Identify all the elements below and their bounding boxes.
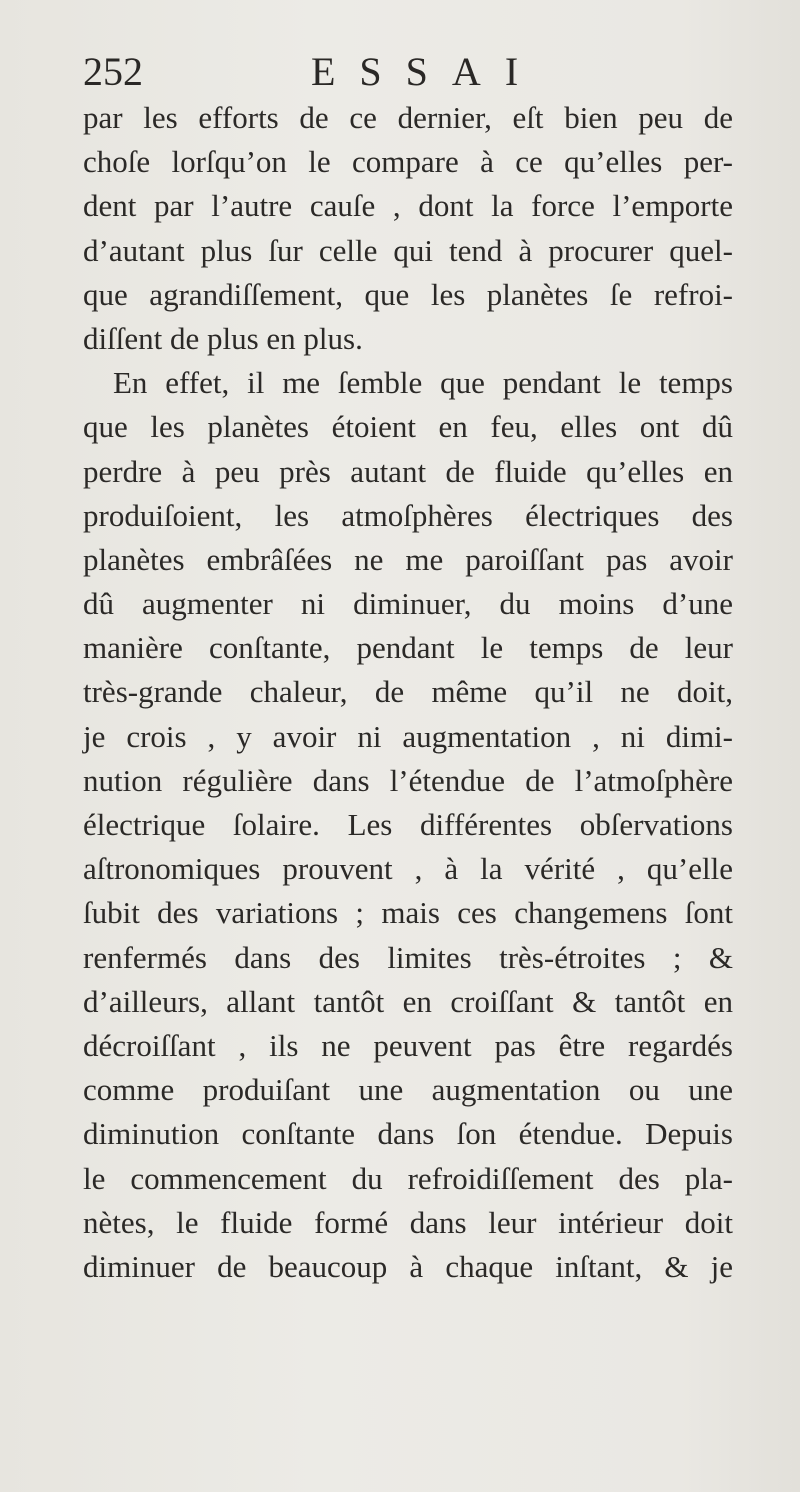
text-line: décroiſſant , ils ne peuvent pas être regardés xyxy=(83,1027,733,1063)
text-line: manière conſtante, pendant le temps de leur xyxy=(83,630,733,666)
text-line: nètes, le fluide formé dans leur intérieur doit xyxy=(83,1204,733,1240)
text-line: très-grande chaleur, de même qu’il ne doit, xyxy=(83,674,733,710)
text-line: électrique ſolaire. Les différentes obſervations xyxy=(83,807,733,842)
text-line: planètes embrâſées ne me paroiſſant pas avoir xyxy=(83,541,733,577)
page-number: 252 xyxy=(83,49,143,94)
running-title: ESSAI xyxy=(311,49,543,94)
text-line: dû augmenter ni diminuer, du moins d’une xyxy=(83,586,733,622)
text-line: diminution conſtante dans ſon étendue. Depuis xyxy=(83,1116,733,1152)
text-line: que les planètes étoient en feu, elles ont dû xyxy=(83,409,733,445)
page-header xyxy=(83,44,723,100)
body-text xyxy=(83,96,733,1289)
text-line: aſtronomiques prouvent , à la vérité , qu’elle xyxy=(83,851,733,887)
text-line: renfermés dans des limites très-étroites ; & xyxy=(83,939,733,975)
text-line: je crois , y avoir ni augmentation , ni dimi- xyxy=(83,718,733,754)
text-line: par les efforts de ce dernier, eſt bien peu de xyxy=(83,100,733,135)
text-line: ſubit des variations ; mais ces changemens ſont xyxy=(83,895,733,931)
text-line: que agrandiſſement, que les planètes ſe refroi- xyxy=(83,276,733,312)
paragraph-start-line: En effet, il me ſemble que pendant le temps xyxy=(113,365,733,401)
text-line: le commencement du refroidiſſement des pla- xyxy=(83,1160,733,1196)
text-line: dent par l’autre cauſe , dont la force l’emporte xyxy=(83,188,733,224)
text-line: nution régulière dans l’étendue de l’atmoſphère xyxy=(83,762,733,798)
text-line: diminuer de beaucoup à chaque inſtant, & je xyxy=(83,1248,733,1284)
text-line: d’autant plus ſur celle qui tend à procurer quel- xyxy=(83,232,733,268)
text-line: comme produiſant une augmentation ou une xyxy=(83,1072,733,1108)
text-line: perdre à peu près autant de fluide qu’elles en xyxy=(83,453,733,489)
text-line: diſſent de plus en plus. xyxy=(83,320,363,356)
text-line: choſe lorſqu’on le compare à ce qu’elles per- xyxy=(83,144,733,180)
text-line: produiſoient, les atmoſphères électriques des xyxy=(83,497,733,533)
text-line: d’ailleurs, allant tantôt en croiſſant & tantôt en xyxy=(83,983,733,1019)
